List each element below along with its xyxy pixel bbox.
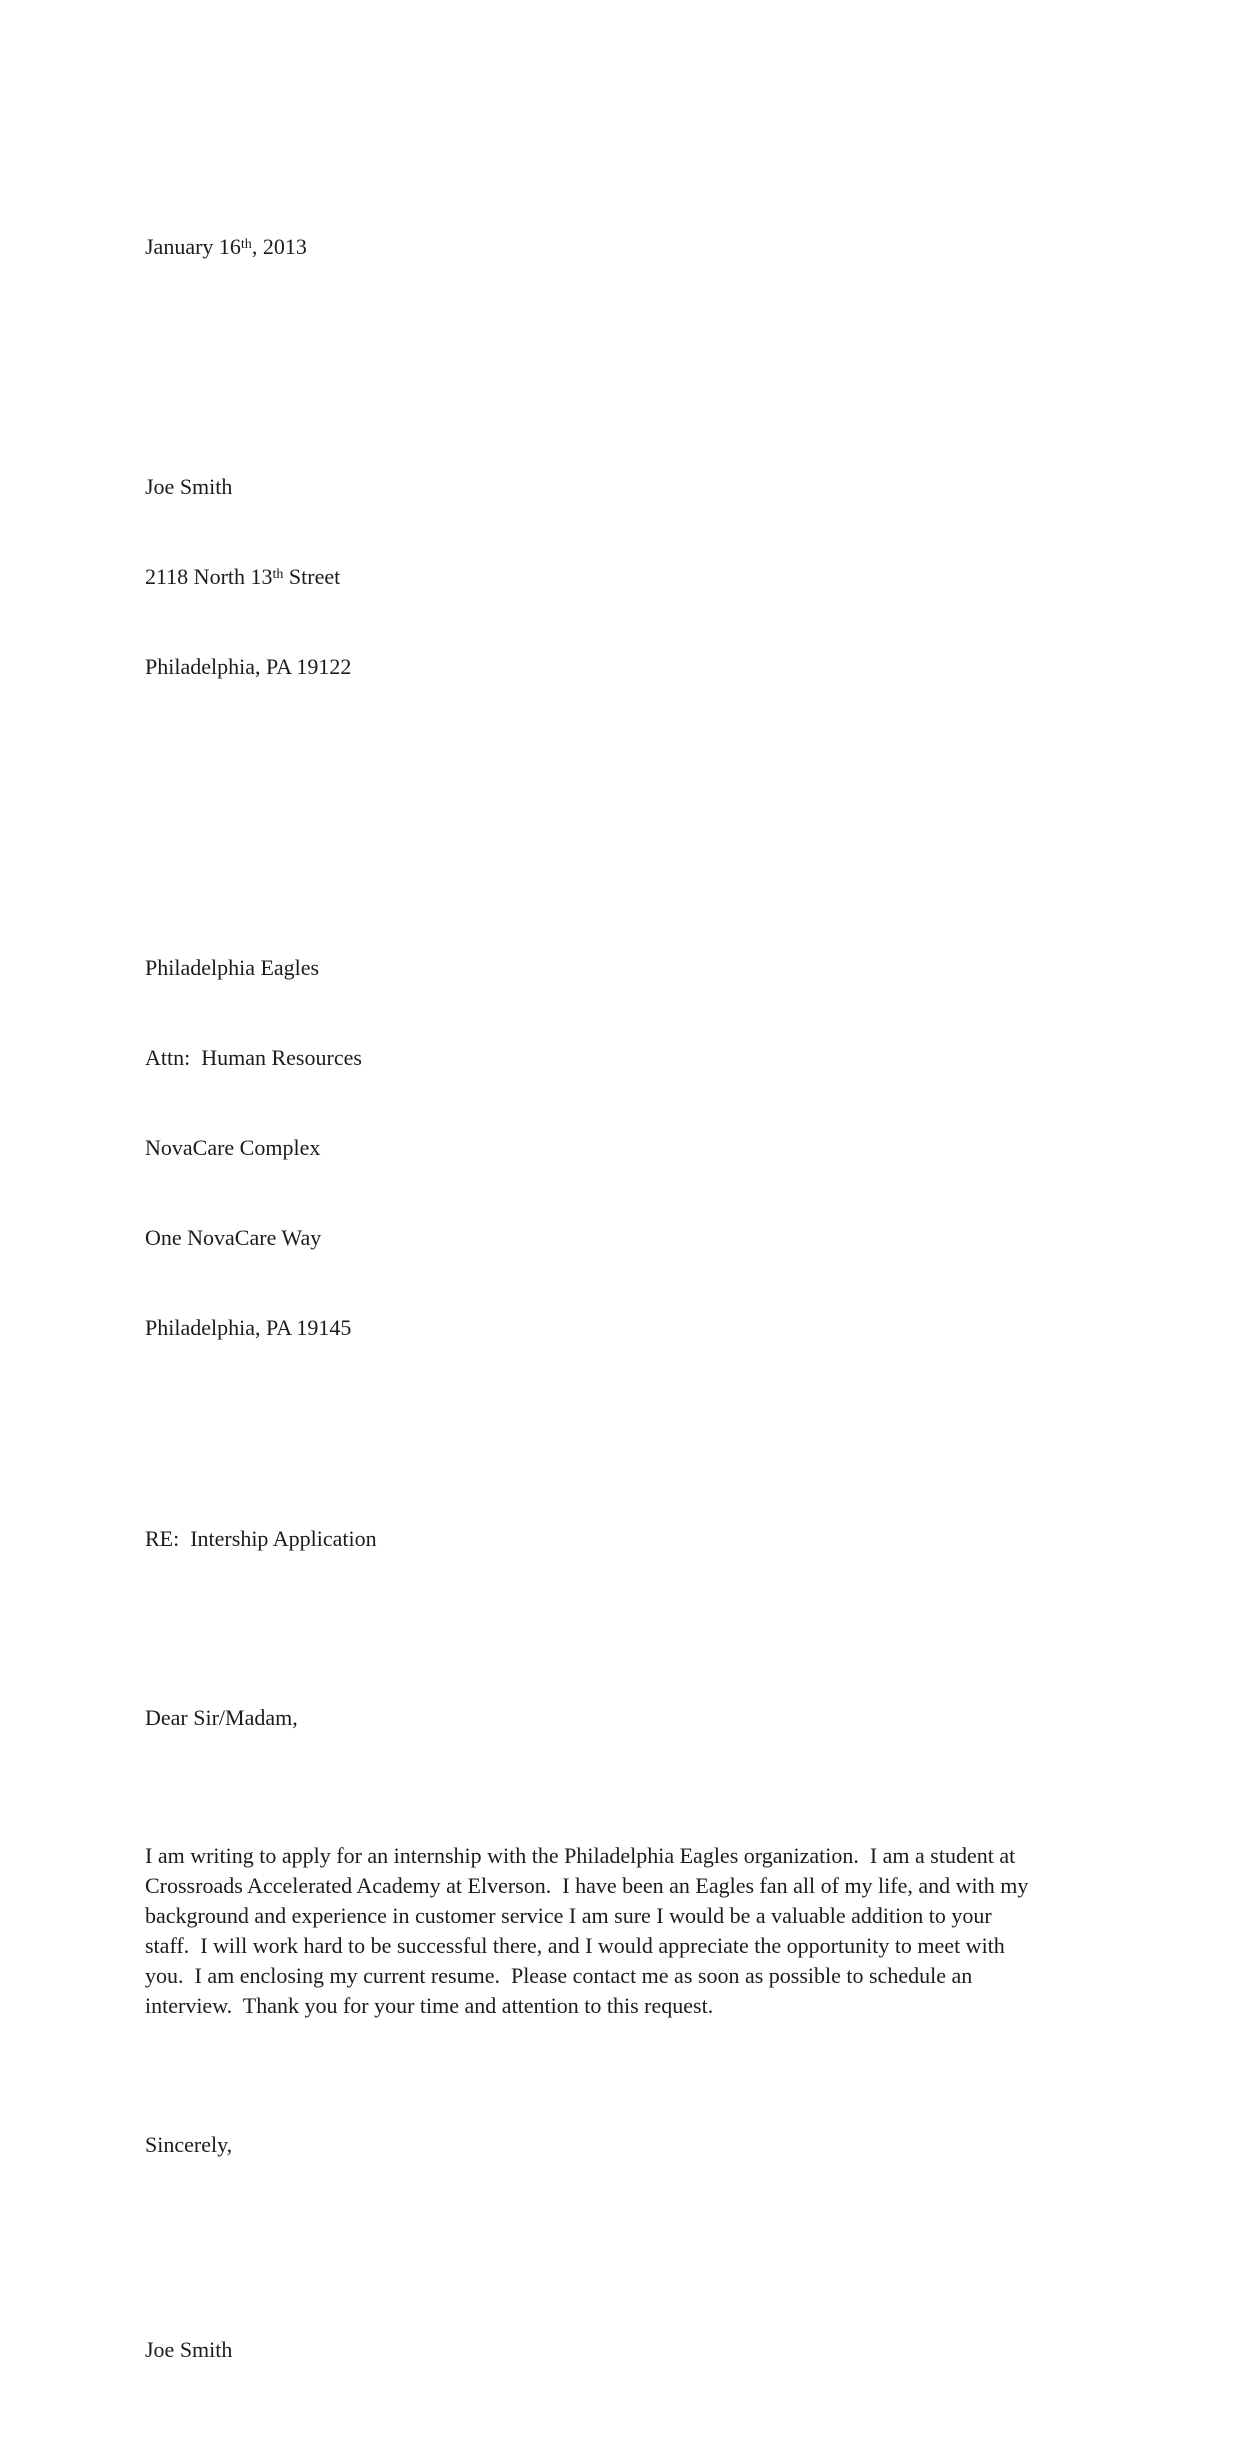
recipient-address-block <box>145 893 1155 1403</box>
recipient-city-state-zip: Philadelphia, PA 19145 <box>145 1315 352 1340</box>
body-paragraph: I am writing to apply for an internship with the Philadelphia Eagles organization. I am a student at Crossroads Accelerated Academy at Elverson. I have been an Eagles fan all of my life, and with my background and experience in customer service I am sure I would be a valuable addition to your staff. I will work hard to be successful there, and I would appreciate the opportunity to meet with you. I am enclosing my current resume. Please contact me as soon as possible to schedule an interview. Thank you for your time and attention to this request. <box>145 1843 1029 2018</box>
recipient-building: NovaCare Complex <box>145 1135 321 1160</box>
sender-name: Joe Smith <box>145 474 233 499</box>
subject-line: RE: Intership Application <box>145 1526 377 1551</box>
closing: Sincerely, <box>145 2132 233 2157</box>
sender-address-block <box>145 412 1155 742</box>
date-ordinal-superscript: th <box>240 237 252 252</box>
sender-city-state-zip: Philadelphia, PA 19122 <box>145 654 352 679</box>
sender-street-suffix: Street <box>283 564 341 589</box>
recipient-attn-line: Attn: Human Resources <box>145 1045 362 1070</box>
date-suffix: , 2013 <box>251 234 307 259</box>
recipient-organization: Philadelphia Eagles <box>145 955 320 980</box>
recipient-street: One NovaCare Way <box>145 1225 322 1250</box>
date-line <box>145 232 1155 262</box>
signature-name: Joe Smith <box>145 2337 233 2362</box>
letter-content <box>145 142 1155 2455</box>
street-ordinal-superscript: th <box>272 567 284 582</box>
salutation: Dear Sir/Madam, <box>145 1705 298 1730</box>
sender-street-line <box>145 562 1155 592</box>
date-prefix: January 16 <box>145 234 241 259</box>
sender-street-prefix: 2118 North 13 <box>145 564 273 589</box>
